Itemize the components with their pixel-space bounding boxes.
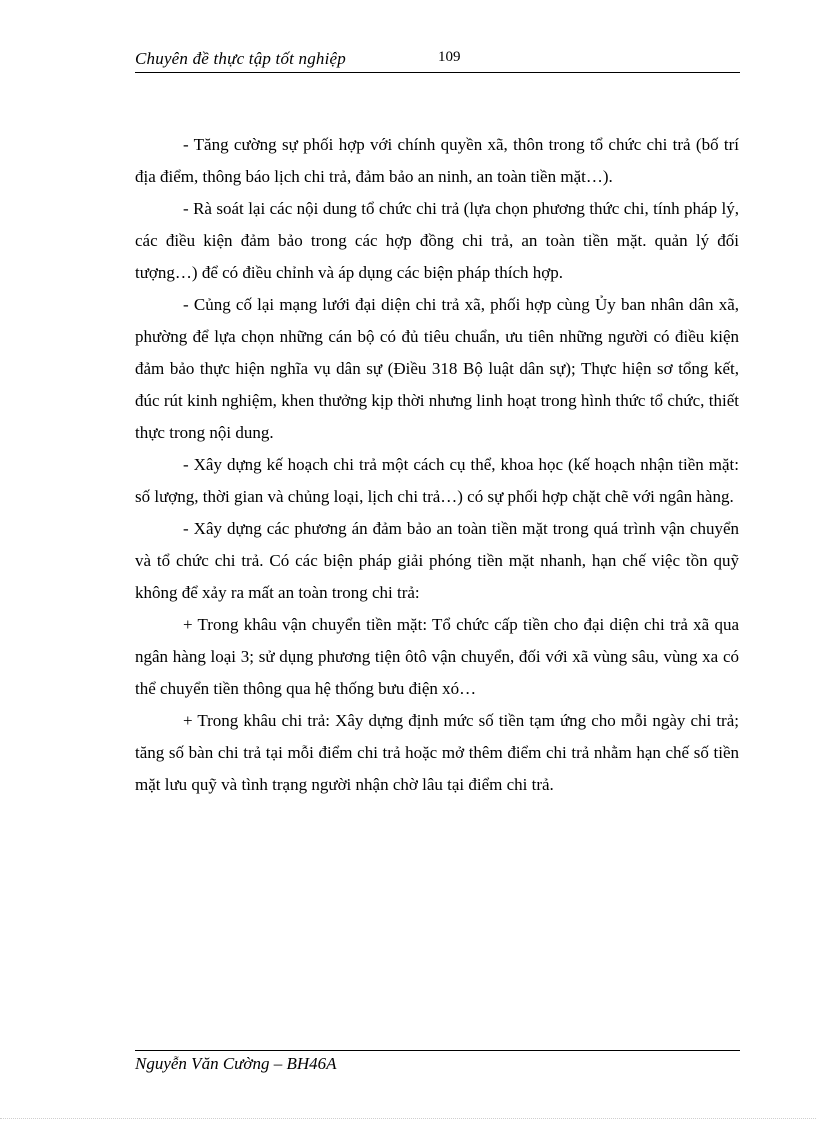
footer-author: Nguyễn Văn Cường – BH46A — [135, 1054, 337, 1073]
paragraph: - Rà soát lại các nội dung tổ chức chi trả (lựa chọn phương thức chi, tính pháp lý, các điều kiện đảm bảo trong các hợp đồng chi trả, an toàn tiền mặt. quản lý đối tượng…) để có điều chỉnh và áp dụng các biện pháp thích hợp. — [135, 199, 739, 282]
header-title: Chuyên đề thực tập tốt nghiệp — [135, 49, 347, 68]
page-number: 109 — [438, 49, 461, 65]
document-body — [135, 129, 739, 801]
paragraph: + Trong khâu vận chuyển tiền mặt: Tổ chức cấp tiền cho đại diện chi trả xã qua ngân hàng loại 3; sử dụng phương tiện ôtô vận chuyển, đối với xã vùng sâu, vùng xa có thể chuyển tiền thông qua hệ thống bưu điện xó… — [135, 615, 739, 698]
page-footer — [135, 1050, 740, 1073]
page-header — [135, 46, 740, 73]
paragraph: - Xây dựng kế hoạch chi trả một cách cụ thể, khoa học (kế hoạch nhận tiền mặt: số lượng, thời gian và chủng loại, lịch chi trả…) có sự phối hợp chặt chẽ với ngân hàng. — [135, 455, 739, 506]
paragraph: - Xây dựng các phương án đảm bảo an toàn tiền mặt trong quá trình vận chuyển và tổ chức chi trả. Có các biện pháp giải phóng tiền mặt nhanh, hạn chế việc tồn quỹ không để xảy ra mất an toàn trong chi trả: — [135, 519, 739, 602]
paragraph: - Củng cố lại mạng lưới đại diện chi trả xã, phối hợp cùng Ủy ban nhân dân xã, phường để lựa chọn những cán bộ có đủ tiêu chuẩn, ưu tiên những người có điều kiện đảm bảo thực hiện nghĩa vụ dân sự (Điều 318 Bộ luật dân sự); Thực hiện sơ tổng kết, đúc rút kinh nghiệm, khen thưởng kịp thời nhưng linh hoạt trong hình thức tổ chức, thiết thực trong nội dung. — [135, 295, 739, 442]
paragraph: - Tăng cường sự phối hợp với chính quyền xã, thôn trong tổ chức chi trả (bố trí địa điểm, thông báo lịch chi trả, đảm bảo an ninh, an toàn tiền mặt…). — [135, 135, 739, 186]
page-edge-divider — [0, 1118, 816, 1119]
paragraph: + Trong khâu chi trả: Xây dựng định mức số tiền tạm ứng cho mỗi ngày chi trả; tăng số bàn chi trả tại mỗi điểm chi trả hoặc mở thêm điểm chi trả nhằm hạn chế số tiền mặt lưu quỹ và tình trạng người nhận chờ lâu tại điểm chi trả. — [135, 711, 739, 794]
